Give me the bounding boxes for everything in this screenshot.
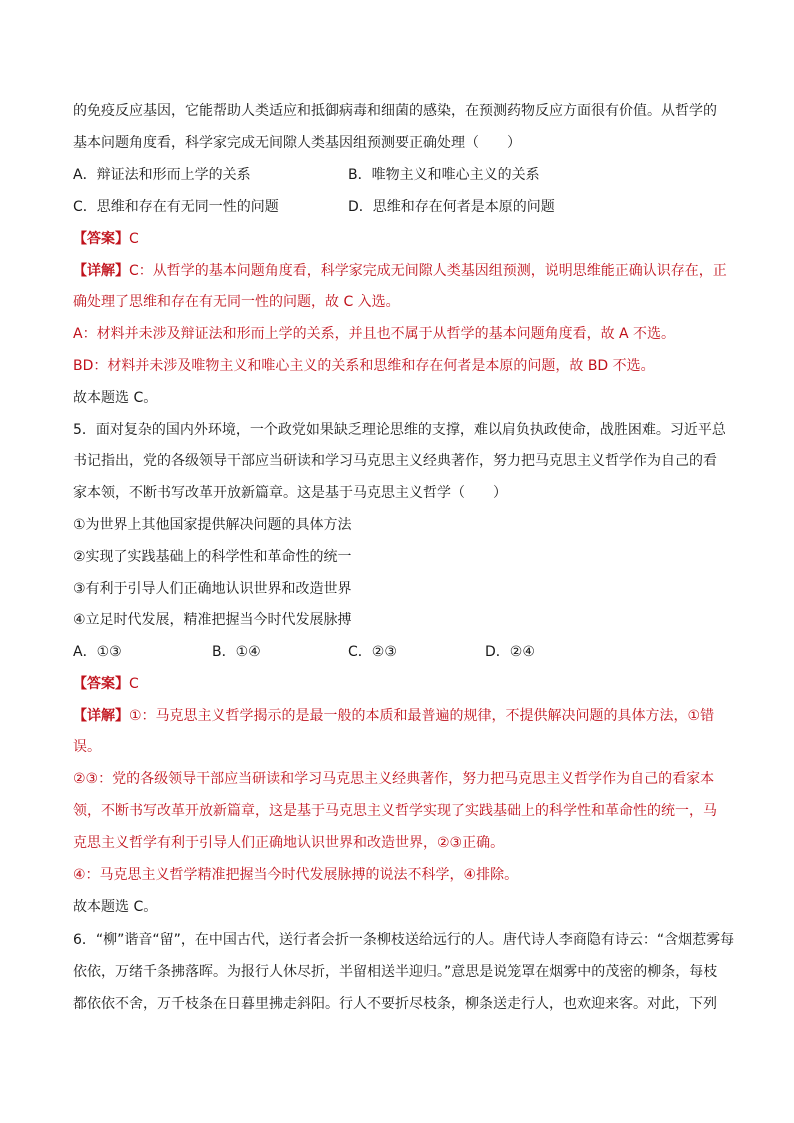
q4-detail-line: 确处理了思维和存在有无同一性的问题，故 C 入选。 — [73, 294, 400, 310]
q4-option-a: A．辩证法和形而上学的关系 — [73, 167, 251, 183]
answer-label: 【答案】 — [73, 676, 129, 692]
q5-option-b: B．①④ — [212, 644, 261, 660]
q5-option-d: D．②④ — [485, 644, 535, 660]
q4-stem-line: 的免疫反应基因，它能帮助人类适应和抵御病毒和细菌的感染，在预测药物反应方面很有价值。从哲学的 — [73, 103, 717, 119]
q5-detail-line: 误。 — [73, 739, 101, 755]
q5-answer — [73, 674, 139, 694]
q5-stem-line: 5．面对复杂的国内外环境，一个政党如果缺乏理论思维的支撑，难以肩负执政使命，战胜困难。习近平总 — [73, 422, 726, 438]
q5-item: ①为世界上其他国家提供解决问题的具体方法 — [73, 517, 352, 533]
q4-detail-line: A：材料并未涉及辩证法和形而上学的关系，并且也不属于从哲学的基本问题角度看，故 A 不选。 — [73, 326, 676, 342]
q4-detail-line: 【详解】C：从哲学的基本问题角度看，科学家完成无间隙人类基因组预测，说明思维能正确认识存在，正 — [73, 263, 727, 279]
detail-label: 【详解】 — [73, 263, 129, 279]
q5-option-a: A．①③ — [73, 644, 122, 660]
q4-option-d: D．思维和存在何者是本原的问题 — [348, 199, 555, 215]
q6-stem-line: 依依，万绪千条拂落晖。为报行人休尽折，半留相送半迎归。”意思是说笼罩在烟雾中的茂密的柳条，每枝 — [73, 964, 718, 980]
q4-conclusion: 故本题选 C。 — [73, 390, 158, 406]
detail-label: 【详解】 — [73, 708, 129, 724]
q5-stem-line: 家本领，不断书写改革开放新篇章。这是基于马克思主义哲学（ ） — [73, 485, 507, 501]
answer-label: 【答案】 — [73, 231, 129, 247]
answer-value: C — [129, 231, 139, 247]
q5-stem-line: 书记指出，党的各级领导干部应当研读和学习马克思主义经典著作，努力把马克思主义哲学作为自己的看 — [73, 453, 717, 469]
q5-option-c: C．②③ — [348, 644, 397, 660]
q4-option-c: C．思维和存在有无同一性的问题 — [73, 199, 279, 215]
q5-detail-line: 领，不断书写改革开放新篇章，这是基于马克思主义哲学实现了实践基础上的科学性和革命性的统一，马 — [73, 803, 717, 819]
q4-stem-line: 基本问题角度看，科学家完成无间隙人类基因组预测要正确处理（ ） — [73, 135, 521, 151]
q6-stem-line: 6．“柳”谐音“留”，在中国古代，送行者会折一条柳枝送给远行的人。唐代诗人李商隐有诗云：“含烟惹雾每 — [73, 932, 735, 948]
q5-item: ④立足时代发展，精准把握当今时代发展脉搏 — [73, 612, 352, 628]
q5-detail-line: 【详解】①：马克思主义哲学揭示的是最一般的本质和最普遍的规律，不提供解决问题的具体方法，①错 — [73, 708, 715, 724]
q5-item: ②实现了实践基础上的科学性和革命性的统一 — [73, 549, 352, 565]
q5-item: ③有利于引导人们正确地认识世界和改造世界 — [73, 581, 352, 597]
q4-detail-line: BD：材料并未涉及唯物主义和唯心主义的关系和思维和存在何者是本原的问题，故 BD 不选。 — [73, 358, 655, 374]
q5-detail-line: ④：马克思主义哲学精准把握当今时代发展脉搏的说法不科学，④排除。 — [73, 867, 519, 883]
q5-detail-line: ②③：党的各级领导干部应当研读和学习马克思主义经典著作，努力把马克思主义哲学作为自己的看家本 — [73, 771, 715, 787]
q5-options-row — [73, 642, 723, 662]
q5-conclusion: 故本题选 C。 — [73, 899, 158, 915]
q5-detail-line: 克思主义哲学有利于引导人们正确地认识世界和改造世界，②③正确。 — [73, 835, 505, 851]
q4-options-row — [73, 165, 723, 185]
q4-options-row — [73, 197, 723, 217]
q4-answer — [73, 229, 139, 249]
answer-value: C — [129, 676, 139, 692]
q4-option-b: B．唯物主义和唯心主义的关系 — [348, 167, 540, 183]
q6-stem-line: 都依依不舍，万千枝条在日暮里拂走斜阳。行人不要折尽枝条，柳条送走行人，也欢迎来客。对此，下列 — [73, 996, 717, 1012]
